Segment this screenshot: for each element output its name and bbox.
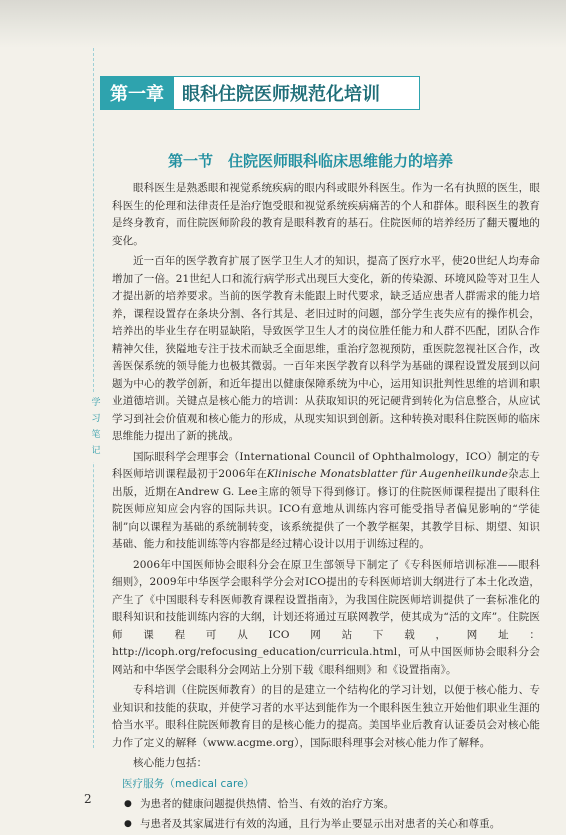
bullet-list (112, 796, 540, 833)
page-number: 2 (84, 792, 92, 806)
notes-char: 记 (91, 446, 101, 456)
list-item (124, 816, 540, 834)
chapter-title: 眼科住院医师规范化培训 (174, 76, 420, 110)
notes-char: 笔 (91, 430, 101, 440)
subheading-medical-care: 医疗服务（medical care） (122, 777, 255, 790)
paragraph-ico: 国际眼科学会理事会（International Council of Ophthalmology，ICO）制定的专科医师培训课程最初于2006年在Klinische Monatsblatter für Augenheilkunde杂志上出版，近期在Andrew G. Lee主席的领导下得到修订。修订的住院医师课程提出了眼科住院医师应知应会内容的国际共识。ICO有意地从训练内容可能受指导者偏见影响的“学徒制”向以课程为基础的系统制转变，该系统提供了一个教学框架，其教学目标、期望、知识基础、能力和技能训练等内容都是经过精心设计以用于训练过程的。 (112, 450, 540, 550)
chapter-header (100, 76, 420, 110)
bullet-icon: ● (124, 799, 132, 809)
section-title: 第一节 住院医师眼科临床思维能力的培养 (168, 152, 454, 170)
notes-char: 学 (91, 398, 101, 408)
list-item-text: 与患者及其家属进行有效的沟通，且行为举止要显示出对患者的关心和尊重。 (139, 817, 501, 830)
page-top-edge (0, 0, 566, 48)
journal-title: Klinische Monatsblatter für Augenheilkunde (266, 468, 509, 480)
paragraph: 专科培训（住院医师教育）的目的是建立一个结构化的学习计划，以便于核心能力、专业知识和技能的获取，并使学习者的水平达到能作为一个眼科医生独立开始他们职业生涯的恰当水平。眼科住院医师教育目的是核心能力的提高。美国毕业后教育认证委员会对核心能力作了定义的解释（www.acgme.org），国际眼科理事会对核心能力作了解释。 (112, 684, 540, 749)
paragraph-core-intro: 核心能力包括： (133, 757, 208, 769)
list-item (124, 796, 540, 814)
paragraph: 眼科医生是熟悉眼和视觉系统疾病的眼内科或眼外科医生。作为一名有执照的医生，眼科医生的伦理和法律责任是治疗饱受眼和视觉系统疾病痛苦的个人和群体。眼科医生的教育是终身教育，而住院医师阶段的教育是眼科教育的基石。住院医师的培养经历了翻天覆地的变化。 (112, 182, 540, 247)
bullet-icon: ● (124, 818, 132, 829)
body-text (112, 180, 540, 835)
study-notes-label (90, 392, 102, 462)
list-item-text: 为患者的健康问题提供热情、恰当、有效的治疗方案。 (139, 798, 395, 810)
paragraph: 2006年中国医师协会眼科分会在原卫生部领导下制定了《专科医师培训标准——眼科细则》，2009年中华医学会眼科学分会对ICO提出的专科医师培训大纲进行了本土化改造，产生了《中国眼科专科医师教育课程设置指南》，为我国住院医师培训提供了一套标准化的眼科知识和技能训练内容的大纲，计划还将通过互联网教学，使其成为“活的文库”。住院医师课程可从ICO网站下载，网址：http://icoph.org/refocusing_education/curricula.html，可从中国医师协会眼科分会网站和中华医学会眼科分会网站上分别下载《眼科细则》和《设置指南》。 (112, 558, 540, 676)
paragraph: 近一百年的医学教育扩展了医学卫生人才的知识，提高了医疗水平，使20世纪人均寿命增加了一倍。21世纪人口和流行病学形式出现巨大变化，新的传染源、环境风险等对卫生人才提出新的培养要求。当前的医学教育未能跟上时代要求，缺乏适应患者人群需求的能力培养，课程设置存在条块分割、各行其是、老旧过时的问题，部分学生丧失应有的操作机会，培养出的毕业生存在明显缺陷，导致医学卫生人才的岗位胜任能力和人群不匹配，团队合作精神欠佳，狭隘地专注于技术而缺乏全面思维，重治疗忽视预防，重医院忽视社区合作，改善医保系统的领导能力也极其微弱。一百年来医学教育以科学为基础的课程设置发展到以问题为中心的教学创新，和近年提出以健康保障系统为中心，运用知识批判性思维的培训和职业道德培训。关键点是核心能力的培训：从获取知识的死记硬背到转化为信息整合，从应试学习到社会价值观和核心能力的形成，从现实知识到创新。这种转换对眼科住院医师的临床思维能力提出了新的挑战。 (112, 255, 540, 442)
notes-char: 习 (91, 414, 101, 424)
chapter-number: 第一章 (100, 76, 174, 110)
